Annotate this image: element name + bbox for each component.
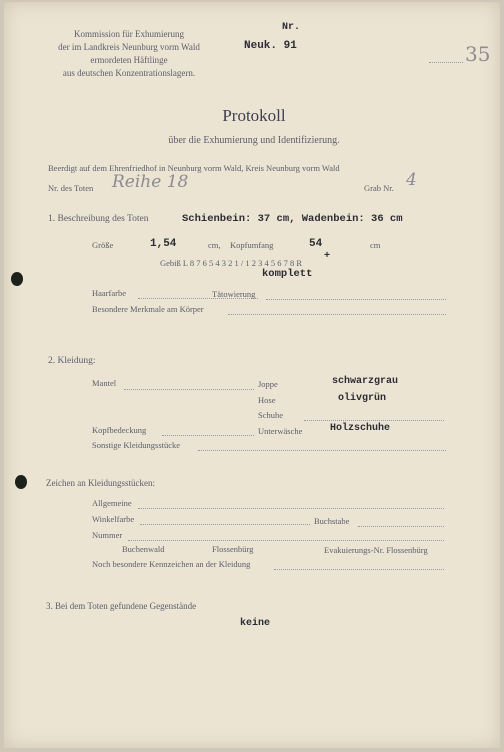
groesse-value: 1,54 bbox=[150, 238, 177, 250]
unterwaesche-value: Holzschuhe bbox=[330, 423, 391, 434]
cm-label-1: cm, bbox=[208, 240, 221, 250]
buried-text: Beerdigt auf dem Ehrenfriedhof in Neunburg vorm Wald, Kreis Neunburg vorm Wald bbox=[48, 163, 340, 173]
merkmale-line bbox=[228, 314, 446, 315]
org-line-2: der im Landkreis Neunburg vorm Wald bbox=[58, 42, 200, 52]
kennzeichen-line bbox=[274, 569, 444, 570]
grab-label: Grab Nr. bbox=[364, 183, 394, 193]
kopfbedeckung-label: Kopfbedeckung bbox=[92, 425, 147, 435]
zeichen-heading: Zeichen an Kleidungsstücken: bbox=[46, 478, 155, 488]
taetowierung-line bbox=[266, 299, 446, 300]
nr-toten-value: Reihe 18 bbox=[112, 172, 189, 192]
org-line-3: ermordeten Häftlinge bbox=[90, 55, 168, 65]
grab-value: 4 bbox=[406, 170, 417, 190]
section3-value: keine bbox=[240, 618, 271, 629]
buchenwald-label: Buchenwald bbox=[122, 544, 165, 554]
document-subtitle: über die Exhumierung und Identifizierung. bbox=[168, 135, 340, 146]
nummer-label: Nummer bbox=[92, 530, 123, 540]
kopfbedeckung-line bbox=[162, 435, 254, 436]
section1-heading: 1. Beschreibung des Toten bbox=[48, 214, 149, 224]
winkelfarbe-line bbox=[140, 524, 310, 525]
section1-description: Schienbein: 37 cm, Wadenbein: 36 cm bbox=[182, 213, 403, 225]
page-number-dash bbox=[429, 62, 463, 63]
org-line-1: Kommission für Exhumierung bbox=[74, 29, 184, 39]
nummer-line bbox=[128, 540, 444, 541]
page-number: 35 bbox=[465, 42, 491, 66]
gebiss-label: Gebiß L 8 7 6 5 4 3 2 1 / 1 2 3 4 5 6 7 8 R bbox=[160, 258, 303, 268]
unterwaesche-label: Unterwäsche bbox=[258, 426, 303, 436]
hose-label: Hose bbox=[258, 395, 276, 405]
section3-heading: 3. Bei dem Toten gefundene Gegenstände bbox=[46, 601, 197, 611]
haarfarbe-label: Haarfarbe bbox=[92, 288, 126, 298]
punch-hole-bottom bbox=[15, 475, 27, 489]
schuhe-label: Schuhe bbox=[258, 410, 284, 420]
kennzeichen-label: Noch besondere Kennzeichen an der Kleidung bbox=[92, 559, 251, 569]
allgemeine-label: Allgemeine bbox=[92, 498, 132, 508]
cm-label-2: cm bbox=[370, 240, 381, 250]
nr-toten-label: Nr. des Toten bbox=[48, 183, 94, 193]
nr-label: Nr. bbox=[282, 22, 301, 33]
allgemeine-line bbox=[138, 508, 444, 509]
kopfumfang-label: Kopfumfang bbox=[230, 240, 274, 250]
org-line-4: aus deutschen Konzentrationslagern. bbox=[62, 68, 196, 78]
groesse-label: Größe bbox=[92, 240, 114, 250]
taetowierung-label: Tätowierung bbox=[212, 289, 256, 299]
flossenbuerg-label: Flossenbürg bbox=[212, 544, 254, 554]
buchstabe-label: Buchstabe bbox=[314, 516, 350, 526]
gebiss-value: komplett bbox=[262, 268, 313, 280]
sonstige-line bbox=[198, 450, 446, 451]
sonstige-label: Sonstige Kleidungsstücke bbox=[92, 440, 181, 450]
mantel-label: Mantel bbox=[92, 378, 117, 388]
gebiss-mark: + bbox=[324, 251, 331, 262]
joppe-value: schwarzgrau bbox=[332, 376, 399, 387]
kopfumfang-value: 54 bbox=[309, 238, 323, 250]
nr-value: Neuk. 91 bbox=[244, 40, 297, 52]
buchstabe-line bbox=[358, 526, 444, 527]
merkmale-label: Besondere Merkmale am Körper bbox=[92, 304, 204, 314]
schuhe-line bbox=[304, 420, 444, 421]
document-title: Protokoll bbox=[222, 106, 286, 125]
punch-hole-top bbox=[11, 272, 23, 286]
joppe-label: Joppe bbox=[258, 379, 278, 389]
evakuierung-label: Evakuierungs-Nr. Flossenbürg bbox=[324, 545, 428, 555]
section2-heading: 2. Kleidung: bbox=[48, 356, 96, 366]
mantel-line bbox=[124, 389, 254, 390]
hose-value: olivgrün bbox=[338, 393, 387, 404]
protocol-page bbox=[4, 2, 500, 748]
winkelfarbe-label: Winkelfarbe bbox=[92, 514, 135, 524]
